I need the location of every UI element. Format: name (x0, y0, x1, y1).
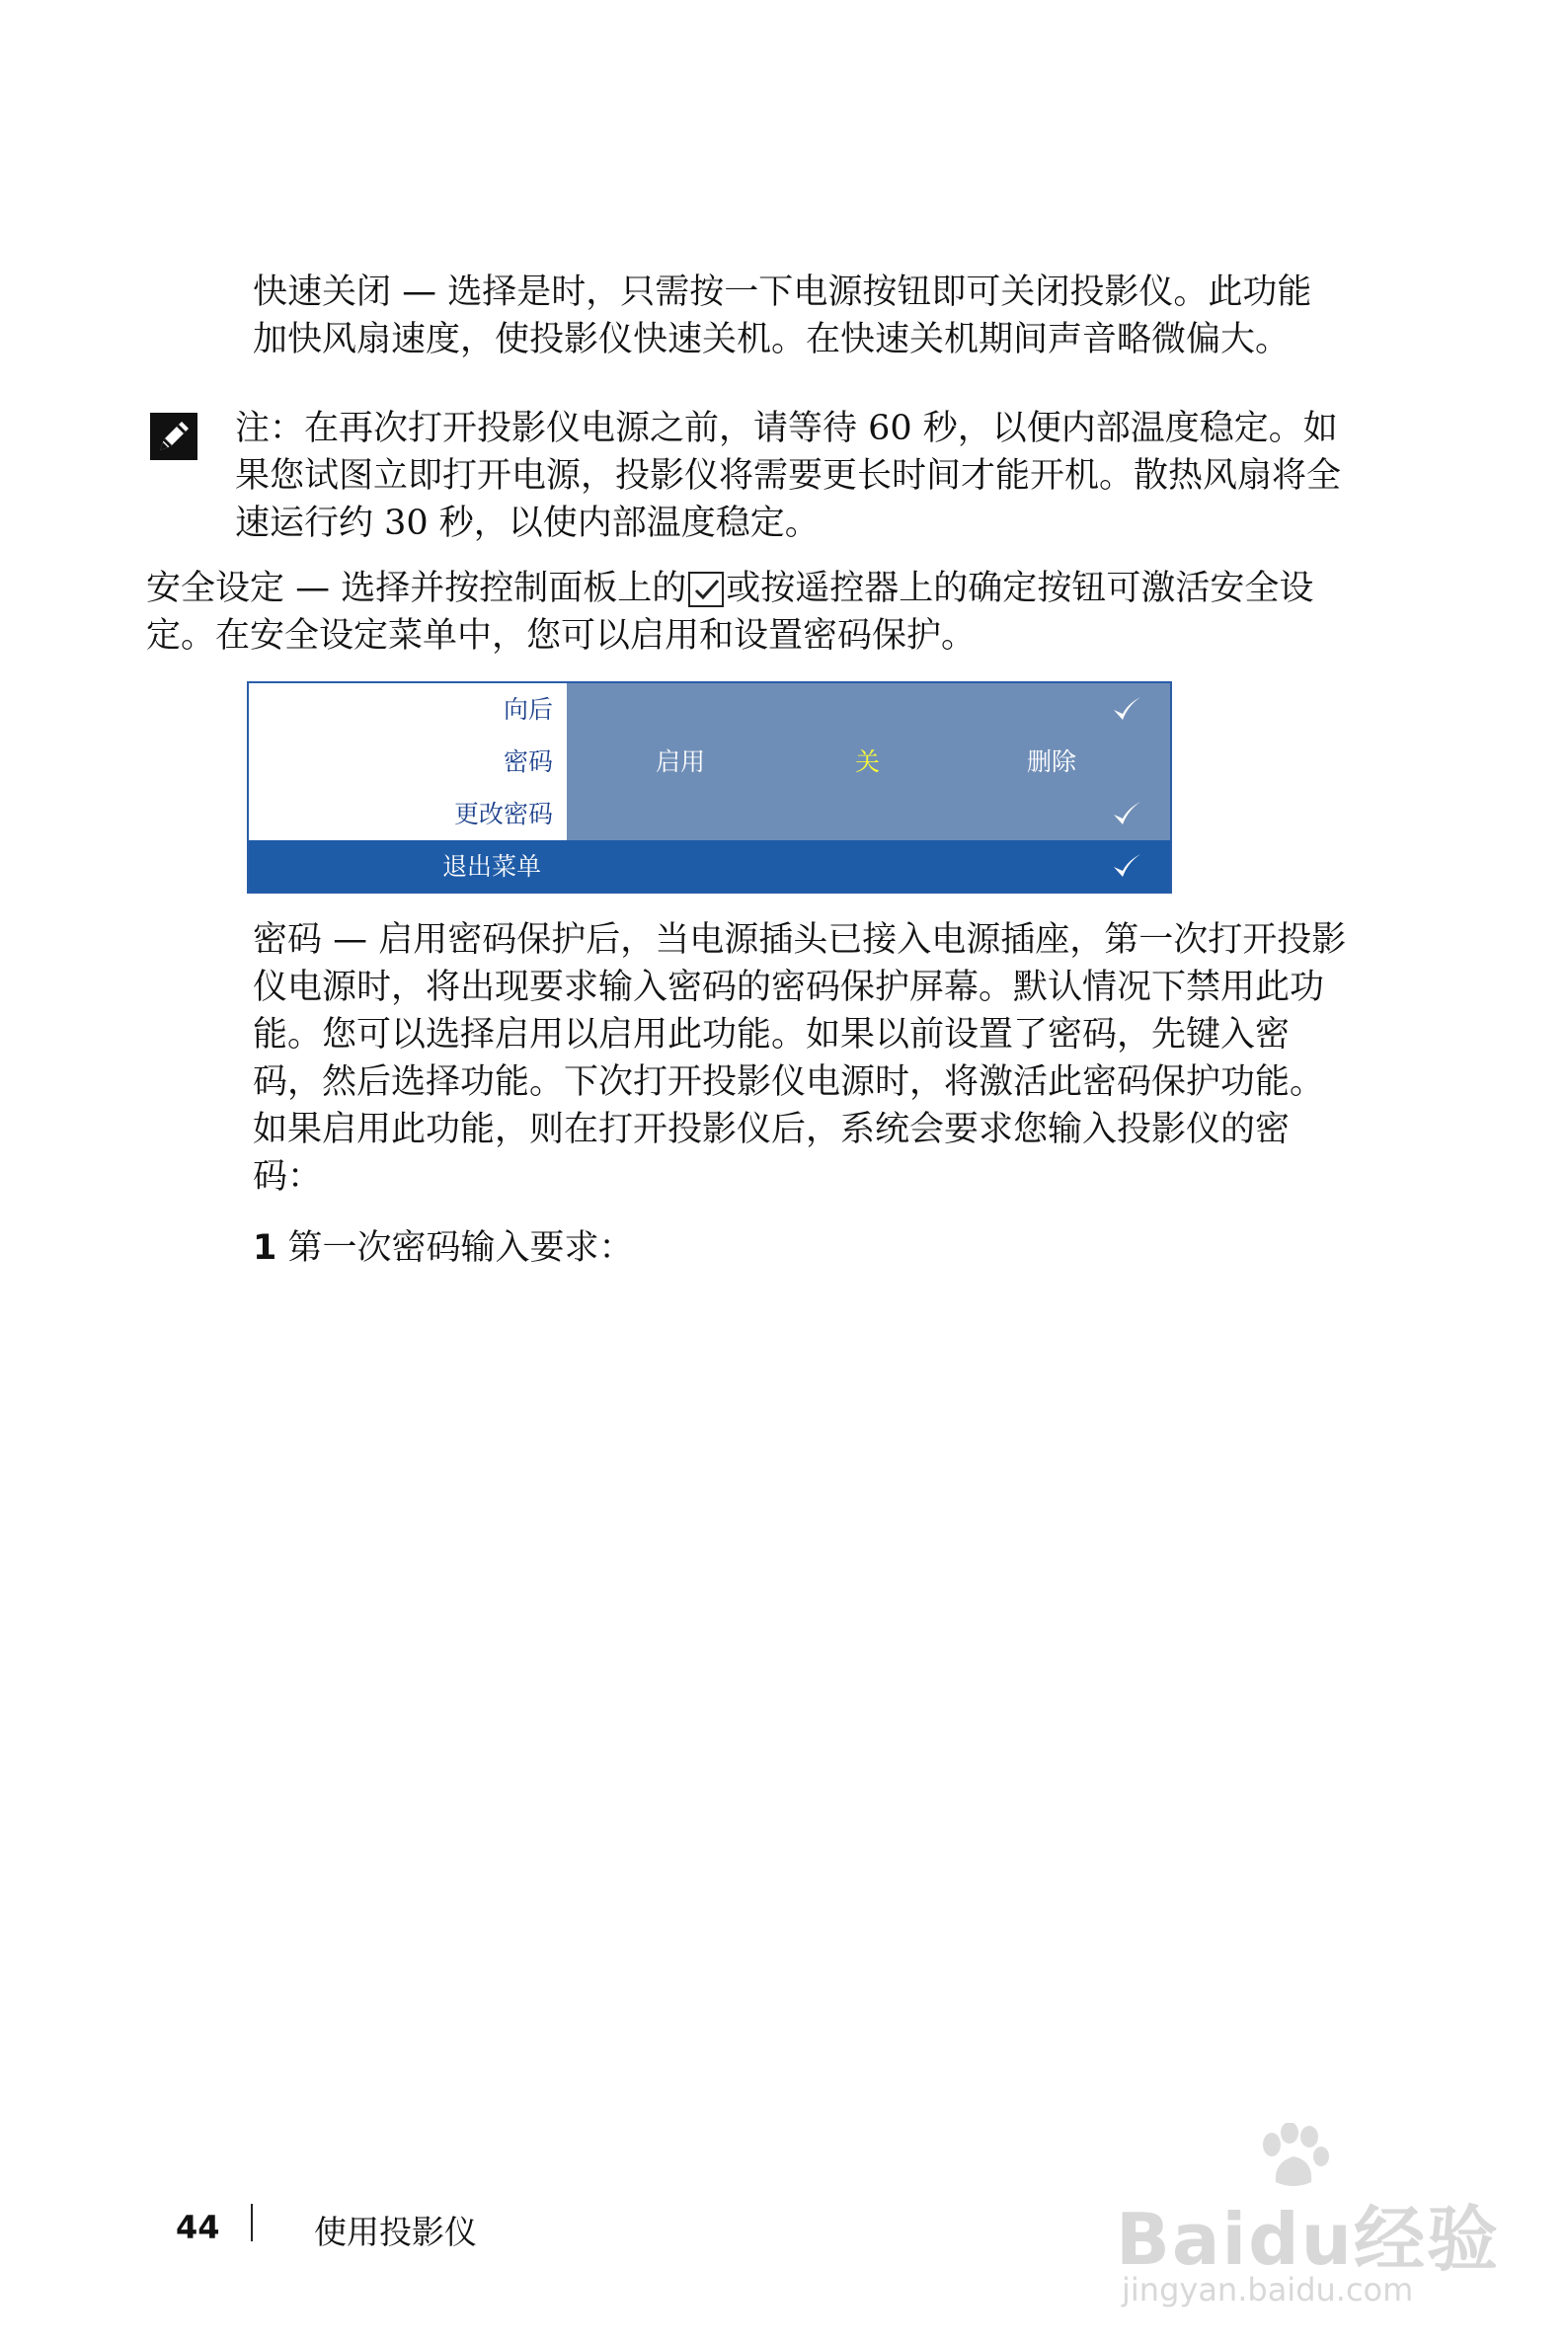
security-term: 安全设定 — (146, 569, 331, 608)
note-body: 在再次打开投影仪电源之前，请等待 60 秒，以便内部温度稳定。如果您试图立即打开电源，投影仪将需要更长时间才能开机。散热风扇将全速运行约 30 秒，以使内部温度稳定。 (235, 409, 1342, 543)
password-enable: 启用 (495, 1015, 565, 1055)
security-confirm: 确定 (968, 569, 1038, 608)
quick-off-yes: 是 (516, 273, 552, 312)
checkmark-icon (1110, 799, 1143, 828)
step-number: 1 (253, 1228, 277, 1268)
watermark-logo: Baidu经验 (1116, 2198, 1500, 2281)
watermark-url: jingyan.baidu.com (1122, 2271, 1414, 2308)
step-text: 第一次密码输入要求： (287, 1228, 634, 1268)
footer-separator (251, 2204, 253, 2241)
step-item (253, 1224, 1043, 1272)
security-text-2: 或按遥控器上的 (726, 569, 969, 608)
osd-label-exit-text: 退出菜单 (442, 852, 542, 881)
quick-off-text-3: 按钮即可关闭投影仪。此功能加快风扇速度，使投影仪快速关机。在快速关机期间声音略微偏大。 (253, 273, 1312, 359)
note-text (235, 405, 1341, 547)
checkmark-button-icon (688, 572, 724, 607)
password-text-1: 启用密码保护后，当电源插头已接入电源插座，第一次打开投影仪电源时，将出现要求输入密码的密码保护屏幕。默认情况下禁用此功能。您可以选择 (253, 920, 1347, 1055)
baidu-watermark (1116, 2123, 1511, 2320)
osd-row-exit-menu[interactable] (249, 840, 1170, 893)
osd-row-back[interactable] (249, 683, 1170, 736)
footer-title: 使用投影仪 (314, 2213, 477, 2251)
password-term: 密码 — (253, 920, 368, 960)
osd-row-change-password[interactable] (249, 788, 1170, 840)
note-pencil-icon (150, 413, 197, 460)
note-label: 注： (235, 409, 305, 448)
osd-row-password[interactable] (249, 736, 1170, 788)
page-number: 44 (176, 2209, 220, 2246)
quick-off-term: 快速关闭 — (253, 273, 437, 312)
password-text-2: 以启用此功能。如果以前设置了密码，先键入密码，然后选择功能。下次打开投影仪电源时，将激活此密码保护功能。如果启用此功能，则在打开投影仪后，系统会要求您输入投影仪的密码： (253, 1015, 1325, 1197)
security-osd-menu (247, 681, 1172, 894)
security-paragraph (146, 565, 1361, 660)
osd-body-back (567, 683, 1170, 736)
osd-label-change-password: 更改密码 (453, 800, 553, 828)
quick-off-power: 电源 (793, 273, 863, 312)
quick-off-paragraph (253, 269, 1339, 363)
osd-option-enable[interactable]: 启用 (656, 747, 706, 776)
quick-off-text-2: 时，只需按一下 (551, 273, 794, 312)
checkmark-icon (1110, 694, 1143, 724)
osd-option-delete[interactable]: 删除 (1027, 747, 1077, 776)
osd-label-back: 向后 (503, 695, 553, 724)
osd-body-change-password (567, 788, 1170, 840)
password-paragraph (253, 916, 1349, 1201)
osd-body-password (567, 736, 1170, 788)
osd-label-exit-menu (249, 840, 1170, 893)
security-text-1: 选择并按控制面板上的 (330, 569, 687, 608)
security-text-3: 按钮可激活安全设定。在安全设定菜单中，您可以启用和设置密码保护。 (146, 569, 1314, 656)
osd-label-password: 密码 (503, 747, 553, 776)
osd-option-off[interactable]: 关 (855, 747, 881, 776)
quick-off-text-1: 选择 (436, 273, 517, 312)
checkmark-icon (1110, 851, 1143, 881)
